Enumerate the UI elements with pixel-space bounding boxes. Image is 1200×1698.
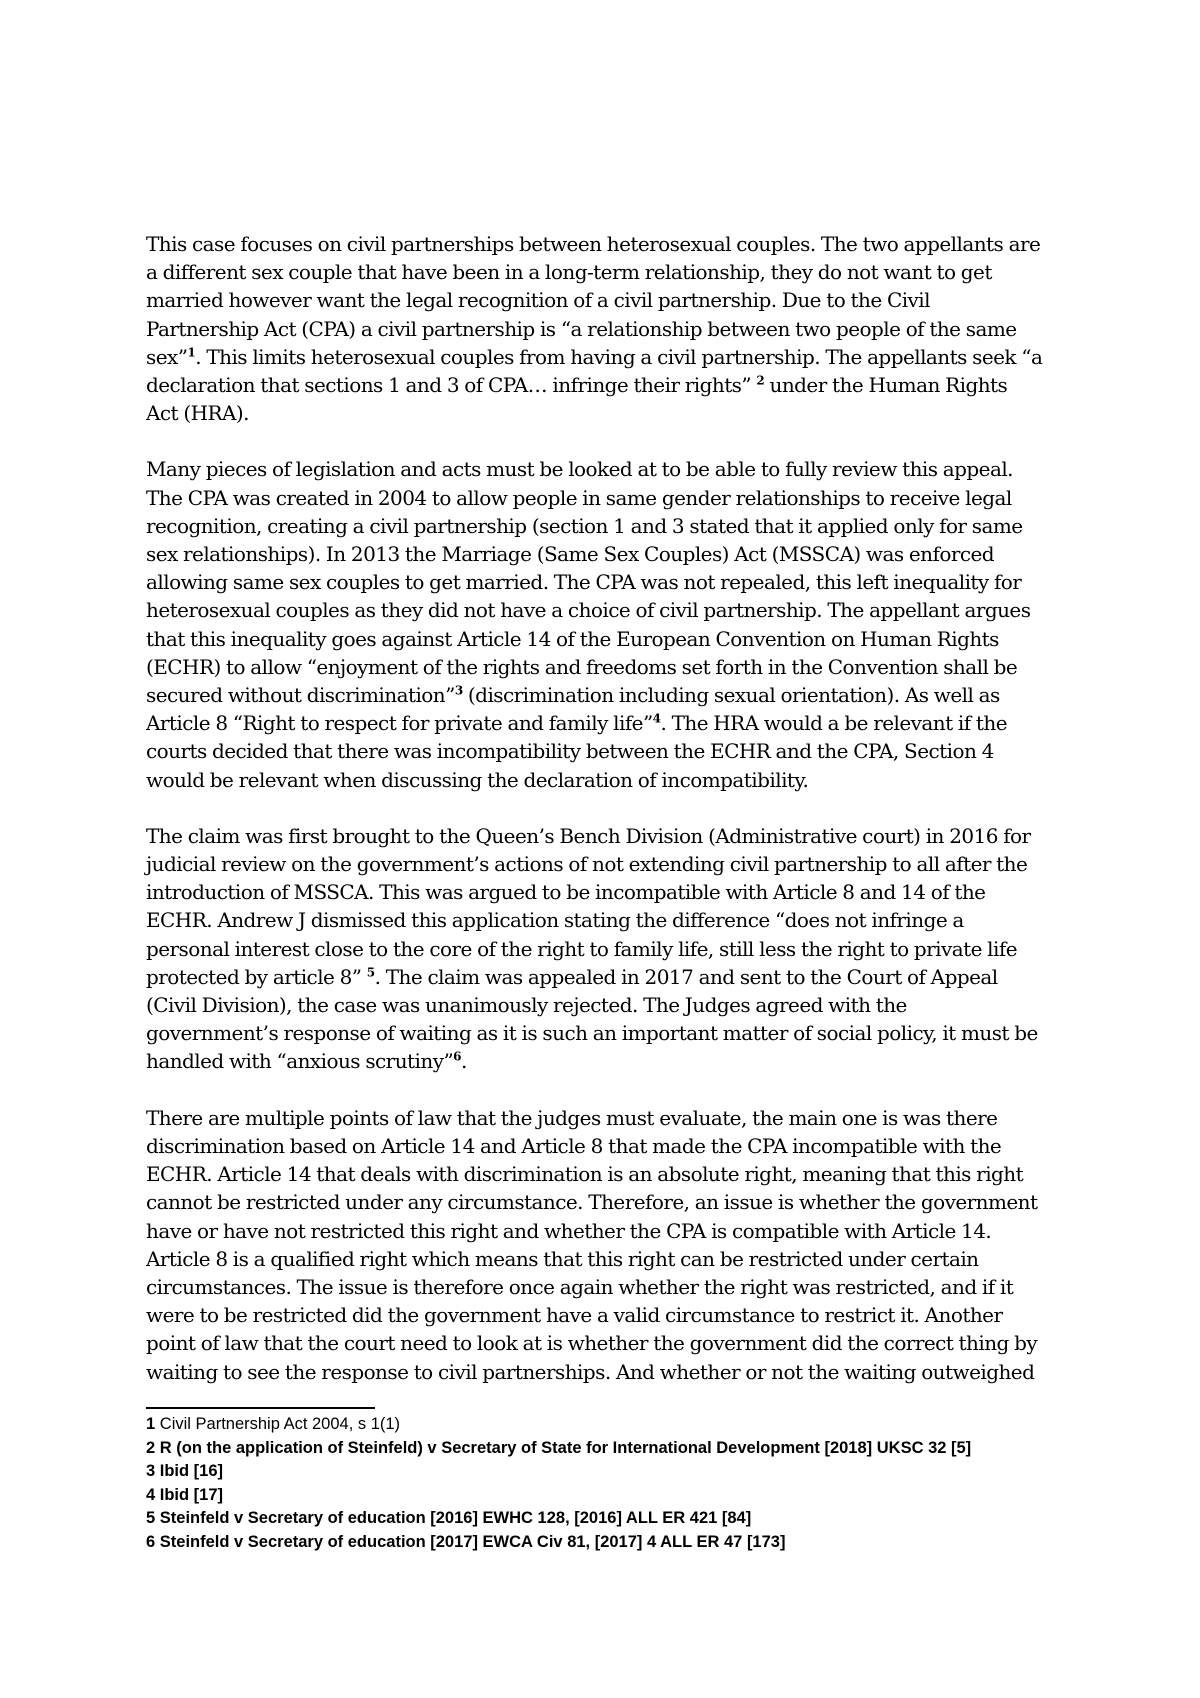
text-line: ECHR. Article 14 that deals with discrimination is an absolute right, meaning that this right [146, 1162, 1024, 1187]
text-segment: protected by article 8” [146, 964, 367, 989]
text-line: Many pieces of legislation and acts must be looked at to be able to fully review this appeal. [146, 457, 1013, 482]
text-line: Partnership Act (CPA) a civil partnership is “a relationship between two people of the same [146, 316, 1017, 341]
footnote [146, 1413, 1076, 1437]
text-line: government’s response of waiting as it is such an important matter of social policy, it must be [146, 1021, 1038, 1046]
text-line: sex relationships). In 2013 the Marriage (Same Sex Couples) Act (MSSCA) was enforced [146, 542, 995, 567]
footnote-reference: 3 [454, 683, 463, 698]
text-segment: . [460, 1049, 467, 1074]
text-line: a different sex couple that have been in a long-term relationship, they do not want to get [146, 260, 992, 285]
text-line: introduction of MSSCA. This was argued to be incompatible with Article 8 and 14 of the [146, 880, 986, 905]
paragraph [146, 230, 1076, 427]
footnote-number: 2 [146, 1438, 156, 1457]
text-line [146, 963, 1076, 991]
footnote-reference: 6 [453, 1049, 461, 1064]
text-line: Article 8 is a qualified right which means that this right can be restricted under certain [146, 1246, 979, 1271]
footnote-reference: 1 [187, 345, 196, 360]
text-line [146, 371, 1076, 399]
footnote [146, 1460, 1076, 1484]
paragraph [146, 455, 1076, 793]
text-line: There are multiple points of law that the judges must evaluate, the main one is was there [146, 1105, 998, 1130]
document-body [146, 230, 1076, 1414]
text-line: heterosexual couples as they did not have a choice of civil partnership. The appellant argues [146, 598, 1031, 623]
text-line: recognition, creating a civil partnership (section 1 and 3 stated that it applied only for same [146, 513, 1023, 538]
text-line [146, 1047, 1076, 1075]
text-line: would be relevant when discussing the declaration of incompatibility. [146, 767, 809, 792]
footnote [146, 1484, 1076, 1508]
text-line: judicial review on the government’s actions of not extending civil partnership to all after the [146, 852, 1028, 877]
text-line: waiting to see the response to civil partnerships. And whether or not the waiting outweighed [146, 1359, 1035, 1384]
text-line: The CPA was created in 2004 to allow people in same gender relationships to receive legal [146, 485, 1012, 510]
text-line: point of law that the court need to look at is whether the government did the correct thing by [146, 1331, 1038, 1356]
footnote-reference: 4 [652, 711, 661, 726]
footnote-reference: 2 [756, 373, 765, 388]
footnote [146, 1531, 1076, 1555]
text-segment: (discrimination including sexual orientation). As well as [462, 683, 1000, 708]
text-line [146, 709, 1076, 737]
text-line: were to be restricted did the government have a valid circumstance to restrict it. Another [146, 1303, 1003, 1328]
footnote-text: Steinfeld v Secretary of education [2016] EWHC 128, [2016] ALL ER 421 [84] [155, 1509, 752, 1528]
text-line: discrimination based on Article 14 and Article 8 that made the CPA incompatible with the [146, 1133, 1002, 1158]
footnote-text: Ibid [16] [155, 1462, 224, 1481]
text-line: (Civil Division), the case was unanimously rejected. The Judges agreed with the [146, 993, 907, 1018]
paragraph [146, 822, 1076, 1076]
footnote-text: R (on the application of Steinfeld) v Secretary of State for International Development [2018] UKSC 32 [5] [155, 1438, 972, 1457]
footnote [146, 1507, 1076, 1531]
footnote-text: Steinfeld v Secretary of education [2017] EWCA Civ 81, [2017] 4 ALL ER 47 [173] [155, 1532, 786, 1551]
text-segment: . The claim was appealed in 2017 and sent to the Court of Appeal [374, 964, 998, 989]
footnote-number: 1 [146, 1415, 156, 1433]
footnote-number: 4 [146, 1485, 156, 1504]
text-line: The claim was first brought to the Queen’s Bench Division (Administrative court) in 2016 for [146, 823, 1031, 848]
footnotes [146, 1413, 1076, 1555]
text-segment: declaration that sections 1 and 3 of CPA… infringe their rights” [146, 373, 757, 398]
footnote-separator [146, 1407, 375, 1409]
text-segment: secured without discrimination” [146, 683, 455, 708]
text-line: have or have not restricted this right and whether the CPA is compatible with Article 14. [146, 1218, 992, 1243]
text-line: This case focuses on civil partnerships between heterosexual couples. The two appellants are [146, 232, 1041, 256]
text-segment: under the Human Rights [764, 373, 1008, 398]
text-line [146, 681, 1076, 709]
footnote-reference: 5 [366, 965, 375, 980]
text-line: cannot be restricted under any circumstance. Therefore, an issue is whether the government [146, 1190, 1038, 1215]
text-segment: sex” [146, 344, 188, 369]
text-line: that this inequality goes against Article 14 of the European Convention on Human Rights [146, 626, 999, 651]
footnote-number: 3 [146, 1462, 156, 1481]
text-line [146, 343, 1076, 371]
text-segment: . This limits heterosexual couples from having a civil partnership. The appellants seek “a [195, 344, 1043, 369]
text-line: married however want the legal recognition of a civil partnership. Due to the Civil [146, 288, 930, 313]
text-segment: handled with “anxious scrutiny” [146, 1049, 454, 1074]
footnote-text: Civil Partnership Act 2004, s 1(1) [155, 1415, 401, 1433]
text-segment: Article 8 “Right to respect for private and family life” [146, 711, 653, 736]
text-line: Act (HRA). [146, 401, 249, 426]
text-line: ECHR. Andrew J dismissed this application stating the difference “does not infringe a [146, 908, 964, 933]
text-segment: . The HRA would a be relevant if the [660, 711, 1007, 736]
paragraph [146, 1104, 1076, 1386]
text-line: allowing same sex couples to get married. The CPA was not repealed, this left inequality for [146, 570, 1022, 595]
footnote-number: 6 [146, 1532, 156, 1551]
footnote-text: Ibid [17] [155, 1485, 224, 1504]
text-line: (ECHR) to allow “enjoyment of the rights and freedoms set forth in the Convention shall be [146, 654, 1018, 679]
text-line: personal interest close to the core of the right to family life, still less the right to private life [146, 936, 1018, 961]
text-line: courts decided that there was incompatibility between the ECHR and the CPA, Section 4 [146, 739, 994, 764]
text-line: circumstances. The issue is therefore once again whether the right was restricted, and if it [146, 1274, 1014, 1299]
footnote [146, 1437, 1076, 1461]
footnote-number: 5 [146, 1509, 156, 1528]
